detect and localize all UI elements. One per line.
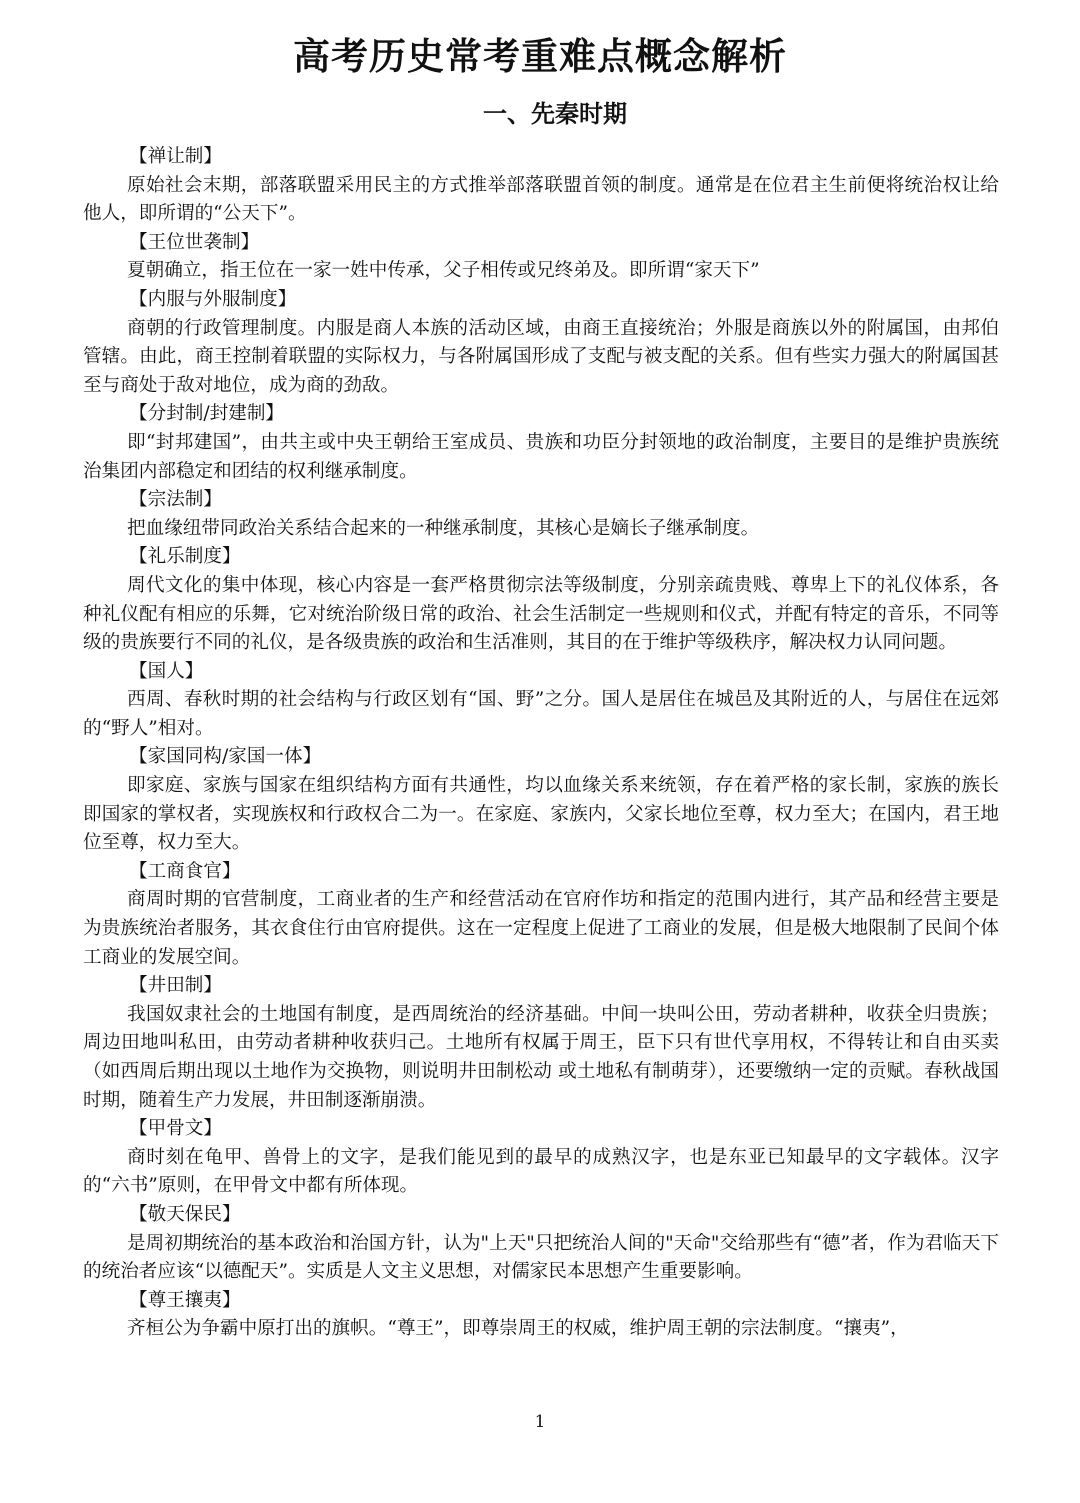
entry: [83, 143, 999, 229]
entry: [83, 400, 999, 486]
entry-definition: 把血缘纽带同政治关系结合起来的一种继承制度，其核心是嫡长子继承制度。: [127, 517, 760, 539]
entry-definition: 周代文化的集中体现，核心内容是一套严格贯彻宗法等级制度，分别亲疏贵贱、尊卑上下的礼仪体系，各种礼仪配有相应的乐舞，它对统治阶级日常的政治、社会生活制定一些规则和仪式，并配有特定的音乐，不同等级的贵族要行不同的礼仪，是各级贵族的政治和生活准则，其目的在于维护等级秩序，解决权力认同问题。: [83, 574, 999, 654]
section-heading: 一、先秦时期: [483, 100, 627, 128]
entry-list: [83, 143, 999, 1344]
entry-term: 【内服与外服制度】: [129, 288, 297, 310]
entry-term: 【家国同构/家国一体】: [129, 746, 322, 768]
document-title: 高考历史常考重难点概念解析: [293, 35, 787, 78]
entry: [83, 743, 999, 857]
entry-definition: 我国奴隶社会的土地国有制度，是西周统治的经济基础。中间一块叫公田，劳动者耕种，收获全归贵族；周边田地叫私田，由劳动者耕种收获归己。土地所有权属于周王，臣下只有世代享用权，不得转让和自由买卖（如西周后期出现以土地作为交换物，则说明井田制松动 或土地私有制萌芽），还要缴纳一定的贡赋。春秋战国时期，随着生产力发展，井田制逐渐崩溃。: [83, 1003, 999, 1111]
entry: [83, 286, 999, 400]
entry: [83, 543, 999, 657]
entry-definition: 商周时期的官营制度，工商业者的生产和经营活动在官府作坊和指定的范围内进行，其产品和经营主要是为贵族统治者服务，其衣食住行由官府提供。这在一定程度上促进了工商业的发展，但是极大地限制了民间个体工商业的发展空间。: [83, 889, 999, 968]
entry-definition: 即“封邦建国”，由共主或中央王朝给王室成员、贵族和功臣分封领地的政治制度，主要目的是维护贵族统治集团内部稳定和团结的权利继承制度。: [83, 431, 999, 482]
entry-term: 【宗法制】: [129, 489, 222, 511]
entry: [83, 229, 999, 286]
entry-term: 【王位世袭制】: [129, 231, 260, 253]
entry: [83, 658, 999, 744]
entry-definition: 夏朝确立，指王位在一家一姓中传承，父子相传或兄终弟及。即所谓“家天下”: [127, 260, 760, 282]
entry-definition: 是周初期统治的基本政治和治国方针，认为"上天"只把统治人间的"天命"交给那些有“德”者，作为君临天下的统治者应该“以德配天”。实质是人文主义思想，对儒家民本思想产生重要影响。: [83, 1232, 999, 1283]
entry: [83, 486, 999, 543]
entry-term: 【禅让制】: [129, 146, 222, 167]
entry-term: 【尊王攘夷】: [129, 1289, 241, 1311]
entry-term: 【井田制】: [129, 975, 222, 997]
entry-term: 【分封制/封建制】: [129, 403, 285, 425]
entry: [83, 858, 999, 972]
entry-term: 【敬天保民】: [129, 1203, 241, 1225]
entry-term: 【工商食官】: [129, 860, 241, 882]
entry: [83, 972, 999, 1115]
entry: [83, 1287, 999, 1344]
entry: [83, 1201, 999, 1287]
page-number: 1: [534, 1412, 546, 1432]
entry-definition: 西周、春秋时期的社会结构与行政区划有“国、野”之分。国人是居住在城邑及其附近的人，与居住在远郊的“野人”相对。: [83, 689, 999, 739]
entry-definition: 即家庭、家族与国家在组织结构方面有共通性，均以血缘关系来统领，存在着严格的家长制，家族的族长即国家的掌权者，实现族权和行政权合二为一。在家庭、家族内，父家长地位至尊，权力至大；在国内，君王地位至尊，权力至大。: [83, 775, 999, 854]
entry-definition: 商时刻在龟甲、兽骨上的文字，是我们能见到的最早的成熟汉字，也是东亚已知最早的文字载体。汉字的“六书”原则，在甲骨文中都有所体现。: [83, 1146, 999, 1197]
entry-definition: 原始社会末期，部落联盟采用民主的方式推举部落联盟首领的制度。通常是在位君主生前便将统治权让给他人，即所谓的“公天下”。: [83, 174, 999, 225]
entry-definition: 齐桓公为争霸中原打出的旗帜。“尊王”，即尊崇周王的权威，维护周王朝的宗法制度。“攘夷”，: [127, 1318, 909, 1340]
entry-definition: 商朝的行政管理制度。内服是商人本族的活动区域，由商王直接统治；外服是商族以外的附属国，由邦伯管辖。由此，商王控制着联盟的实际权力，与各附属国形成了支配与被支配的关系。但有些实力强大的附属国甚至与商处于敌对地位，成为商的劲敌。: [83, 317, 999, 396]
entry: [83, 1115, 999, 1201]
entry-term: 【国人】: [129, 660, 204, 682]
entry-term: 【甲骨文】: [129, 1118, 222, 1140]
entry-term: 【礼乐制度】: [129, 546, 241, 568]
